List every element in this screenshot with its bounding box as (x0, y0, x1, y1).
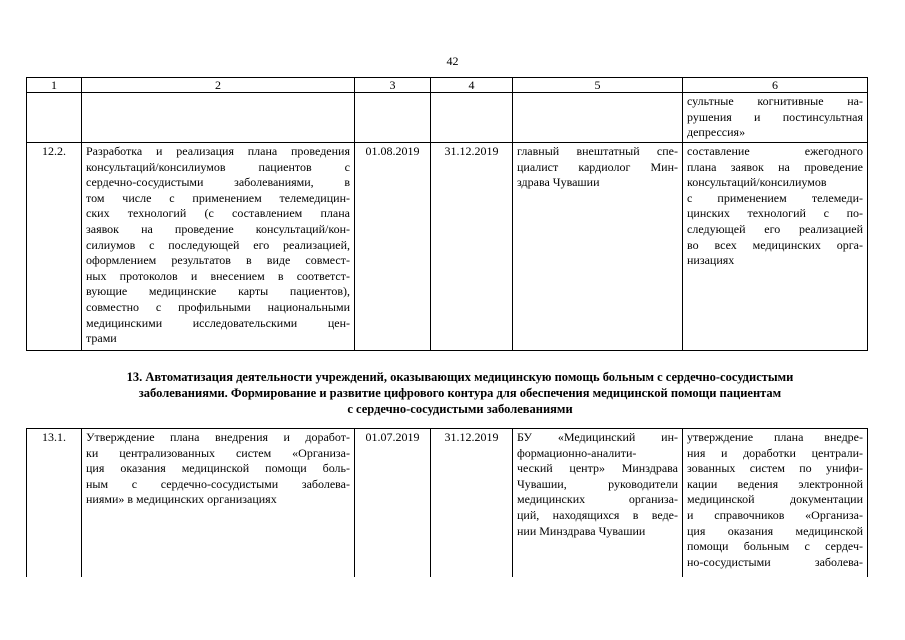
text-line: БУ «Медицинский ин- (517, 430, 678, 444)
text-line: здрава Чувашии (517, 175, 600, 190)
text-line: ция оказания медицинской (687, 523, 863, 538)
text-line: Утверждение плана внедрения и доработ- (86, 430, 350, 444)
text-line: зованных систем по унифи- (687, 461, 863, 476)
row-number: 13.1. (27, 429, 82, 577)
text-line: во всех медицинских орга- (687, 237, 863, 252)
plan-table-bottom (26, 428, 868, 577)
col-header-4: 4 (431, 78, 513, 93)
text-line: утверждение плана внедре- (687, 430, 863, 444)
column-header-row (27, 78, 868, 93)
cont-cell-1 (27, 93, 82, 143)
cont-cell-3 (355, 93, 431, 143)
text-line: сультные когнитивные на- (687, 94, 863, 108)
text-line: медицинскими исследовательскими цен- (86, 315, 350, 330)
end-date: 31.12.2019 (431, 429, 513, 577)
expected-result (683, 429, 868, 577)
text-line: вующие медицинские карты пациентов), (86, 284, 350, 299)
responsible-party (513, 143, 683, 351)
cont-cell-4 (431, 93, 513, 143)
text-line: ния и доработки централи- (687, 445, 863, 460)
text-line: помощи больным с сердеч- (687, 539, 863, 554)
text-line: циалист кардиолог Мин- (517, 159, 678, 174)
text-line: трами (86, 331, 117, 346)
measure-description (82, 143, 355, 351)
text-line: следующей его реализацией (687, 221, 863, 236)
text-line: главный внештатный спе- (517, 144, 678, 158)
col-header-3: 3 (355, 78, 431, 93)
start-date: 01.08.2019 (355, 143, 431, 351)
text-line: оформлением результатов в виде совмест- (86, 253, 350, 268)
row-number: 12.2. (27, 143, 82, 351)
text-line: консультаций/консилиумов пациентов с (86, 159, 350, 174)
text-line: рушения и постинсультная (687, 109, 863, 124)
text-line: Разработка и реализация плана проведения (86, 144, 350, 158)
text-line: медицинских организа- (517, 492, 678, 507)
text-line: медицинской документации (687, 492, 863, 507)
text-line: нии Минздрава Чувашии (517, 523, 646, 538)
responsible-party (513, 429, 683, 577)
text-line: но-сосудистыми заболева- (687, 554, 863, 569)
col-header-5: 5 (513, 78, 683, 93)
col-header-1: 1 (27, 78, 82, 93)
text-line: ческий центр» Минздрава (517, 461, 678, 476)
section-13-title (60, 369, 860, 417)
text-line: том числе с применением телемедицин- (86, 190, 350, 205)
plan-table-top (26, 77, 868, 351)
title-line: заболеваниями. Формирование и развитие цифрового контура для обеспечения медицинской помощи пациентам (138, 386, 782, 400)
text-line: ций, находящихся в веде- (517, 507, 678, 522)
title-line: с сердечно-сосудистыми заболеваниями (347, 402, 573, 416)
title-line: 13. Автоматизация деятельности учреждений, оказывающих медицинскую помощь больным с сердечно-сосудистыми (126, 370, 794, 384)
text-line: низациях (687, 253, 735, 268)
text-line: плана заявок на проведение (687, 159, 863, 174)
text-line: депрессия» (687, 125, 746, 140)
page-number: 42 (446, 54, 459, 68)
measure-description (82, 429, 355, 577)
col-header-2: 2 (82, 78, 355, 93)
text-line: ки централизованных систем «Организа- (86, 445, 350, 460)
cont-result-cell (683, 93, 868, 143)
text-line: сердечно-сосудистыми заболеваниями, в (86, 175, 350, 190)
text-line: кации ведения электронной (687, 476, 863, 491)
text-line: составление ежегодного (687, 144, 863, 158)
cont-cell-2 (82, 93, 355, 143)
text-line: с применением телемеди- (687, 190, 863, 205)
text-line: Чувашии, руководители (517, 476, 678, 491)
continuation-row (27, 93, 868, 143)
text-line: ниями» в медицинских организациях (86, 492, 277, 507)
end-date: 31.12.2019 (431, 143, 513, 351)
text-line: силиумов с последующей его реализацией, (86, 237, 350, 252)
col-header-6: 6 (683, 78, 868, 93)
text-line: консультаций/консилиумов (687, 175, 827, 190)
text-line: цинских технологий с по- (687, 206, 863, 221)
text-line: и справочников «Организа- (687, 507, 863, 522)
table-row-12-2 (27, 143, 868, 351)
text-line: формационно-аналити- (517, 445, 637, 460)
text-line: ным с сердечно-сосудистыми заболева- (86, 476, 350, 491)
text-line: заявок на проведение консультаций/кон- (86, 221, 350, 236)
text-line: ция оказания медицинской помощи боль- (86, 461, 350, 476)
start-date: 01.07.2019 (355, 429, 431, 577)
text-line: совместно с профильными национальными (86, 299, 350, 314)
cont-cell-5 (513, 93, 683, 143)
text-line: ских технологий (с составлением плана (86, 206, 350, 221)
table-row-13-1 (27, 429, 868, 577)
text-line: ных протоколов и внесением в соответст- (86, 268, 350, 283)
expected-result (683, 143, 868, 351)
